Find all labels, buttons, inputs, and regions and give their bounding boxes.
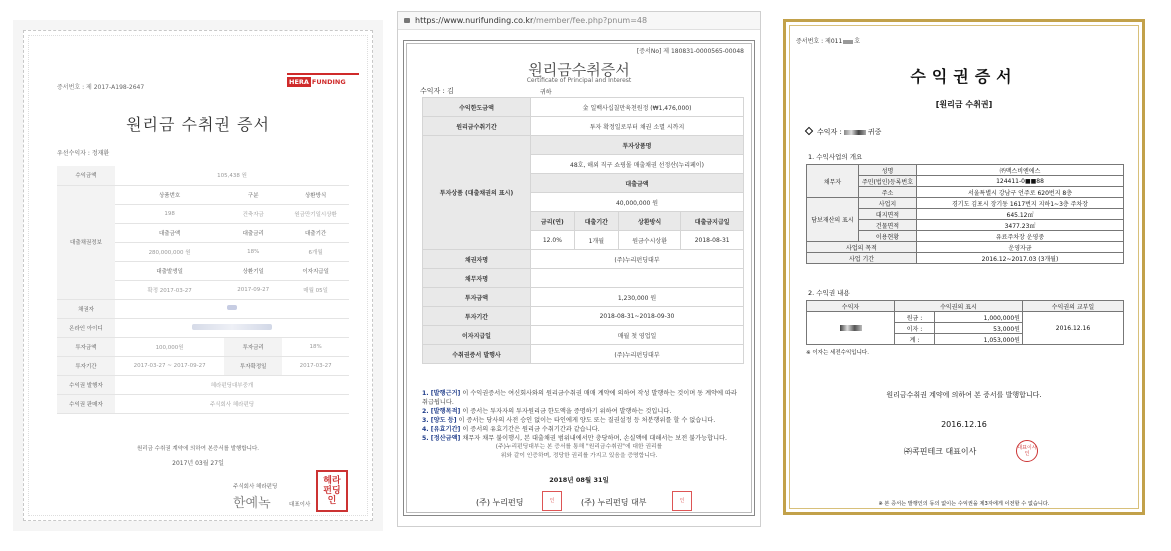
company-stamp: 인 [542, 491, 562, 511]
ceo-signature: ㈜콕핀테크 대표이사 [904, 447, 977, 456]
certificate-title: 수익권증서 [910, 67, 1018, 86]
tax-note: ※ 이자는 세전수익입니다. [806, 350, 869, 356]
certificate-title: 원리금수취증서 [528, 61, 630, 79]
beneficiary-line: 수익자 : 귀중 [806, 127, 881, 137]
nurifunding-certificate [397, 11, 761, 527]
issue-date: 2017년 03월 27일 [172, 460, 224, 467]
transfer-notice: ※ 본 증서는 발행인의 동의 없이는 수익권을 제3자에게 이전할 수 없습니다. [878, 501, 1050, 507]
address-bar[interactable]: https://www.nurifunding.co.kr/member/fee.php?pnum=48 [398, 12, 760, 30]
certification-text: (주)누리펀딩대부는 본 증서를 통해 "원리금수취권"에 대한 권리를 위와 같이 인증하며, 정당한 권리를 가지고 있음을 증명합니다. [495, 444, 663, 459]
hera-certificate [13, 20, 383, 531]
certificate-number: 증서번호 : 제 2017-A198-2647 [57, 84, 145, 91]
certificate-table: 수익한도금액 金 일백사십칠만육천원정 (₩1,476,000) 원리금수취기간 투자 확정일로부터 채권 소멸 시까지 투자상품 (대출채권의 표시) 투자상품명 48호, 해외 직구 쇼핑몰 매출채권 선정산(누리페이) 대출금액 40,000,000 원 금리(연) 대출기간 상환방식 대출금지급일 12.0% 1개월 원금수시상환 2018-08-31 채권자명 (주)누리펀딩대부 채무자명 투자금액 1,230,000 원 투자기간 2018-08-31~2018-09-30 이자지급일 매월 첫 영업일 수취권증서 발행사 (주)누리펀딩대부 [422, 97, 744, 364]
certificate-table: 수익금액 105,438 원 대출채권정보 상품번호 구분 상환방식 198 건축자금 원금만기일시상환 대출금액 대출금리 대출기간 280,000,000 원 18% 6개월 대출발생일 상환기일 이자지급일 확정 2017-03-27 2017-09-27 매월 05일 채권자 온라인 아이디 투자금액 100,000원 투자금리 18% 투자기간 2017-03-27 ~ 2017-09-27 투자확정일 2017-03-27 수익권 발행자 헤라펀딩대부중개 수익권 판매자 주식회사 헤라펀딩 [57, 166, 349, 414]
beneficiary-name: 수익자 : 김 [420, 87, 454, 95]
term-item: 1. [발행근거] 이 수익권증서는 여신회사와의 원리금수취권 매매 계약에 의하여 작성 발행하는 것이며 동 계약에 따라 취급됩니다. [422, 390, 737, 406]
honorific: 귀하 [540, 89, 552, 96]
term-item: 5. [정산금액] 채무자 채무 불이행시, 본 대출채권 범위내에서만 충당하며, 손실액에 대해서는 보전 불가능합니다. [422, 435, 727, 442]
lock-icon [404, 18, 410, 23]
loan-info-label: 대출채권정보 [57, 185, 115, 299]
term-item: 2. [발행목적] 이 증서는 투자자의 투자원리금 한도액을 증명하기 위하여 발행하는 것입니다. [422, 408, 672, 415]
certificate-number: 증서번호 : 제011 호 [796, 38, 861, 45]
business-table: 채무자 성명 ㈜맥스비엔에스 주민(법인)등록번호 124411-0■■88 주소 서울특별시 강남구 언주로 620번지 8층 담보재산의 표시 사업지 경기도 김포시 장기동 1617번지 지하1~3층 주차장 대지면적 645.12㎡ 건물면적 3477.23㎡ 이용현황 유료주차장 운영중 사업의 목적 운영자금 사업 기간 2016.12~2017.03 (3개월) [806, 164, 1124, 264]
redacted-id [192, 324, 272, 330]
term-item: 3. [양도 등] 이 증서는 당사의 사전 승인 없이는 타인에게 양도 또는 질권설정 등 처분행위를 할 수 없습니다. [422, 417, 716, 424]
online-id-label: 온라인 아이디 [57, 318, 115, 337]
ceo-seal: 대표이사인 [1016, 440, 1038, 462]
beneficiary-name: 우선수익자 : 정재환 [57, 150, 110, 157]
redacted-name [227, 305, 237, 310]
gold-border [789, 25, 1139, 509]
section-heading: 2. 수익권 내용 [808, 289, 850, 297]
company-seal: 헤라펀딩인 [316, 470, 348, 512]
cockfintech-certificate [783, 19, 1145, 515]
certificate-title: 원리금 수취권 증서 [126, 115, 270, 134]
rights-table: 수익자 수익권의 표시 수익권의 교부일 원금 : 1,000,000원 2016.12.16 이자 : 53,000원 계 : 1,053,000원 [806, 300, 1124, 345]
certificate-number: [증서No] 제 180831-0000565-00048 [636, 48, 744, 55]
product-label: 투자상품 (대출채권의 표시) [423, 136, 531, 250]
lender-stamp: 인 [672, 491, 692, 511]
term-item: 4. [유효기간] 이 증서의 유효기간은 원리금 수취기간과 같습니다. [422, 426, 600, 433]
redacted-name [844, 130, 866, 135]
redacted-name [840, 325, 862, 331]
signature: 한예녹 [233, 496, 271, 511]
section-heading: 1. 수익사업의 개요 [808, 153, 863, 161]
certificate-subtitle: [원리금 수취권] [935, 100, 993, 109]
amount-label: 수익금액 [57, 166, 115, 185]
signature-title: 대표이사 [289, 502, 311, 508]
signer-lender: (주) 누리펀딩 대부 [581, 498, 647, 507]
diamond-icon [805, 127, 813, 135]
certificate-frame [403, 40, 755, 516]
herafunding-logo: HERA FUNDING [287, 73, 359, 88]
certificate-subtitle: Certificate of Principal and Interest [526, 77, 632, 84]
issue-date: 2018년 08월 31일 [549, 476, 609, 484]
issue-statement: 원리금 수취권 계약에 의하여 본증서를 발행합니다. [136, 446, 260, 452]
issue-date: 2016.12.16 [941, 420, 987, 429]
amount-value: 105,438 원 [115, 166, 349, 185]
terms-list [422, 389, 744, 443]
issue-statement: 원리금수취권 계약에 의하여 본 증서를 발행합니다. [886, 391, 1042, 399]
company-name: 주식회사 헤라펀딩 [233, 484, 278, 490]
creditor-label: 채권자 [57, 299, 115, 318]
signer-company: (주) 누리펀딩 [476, 498, 524, 507]
